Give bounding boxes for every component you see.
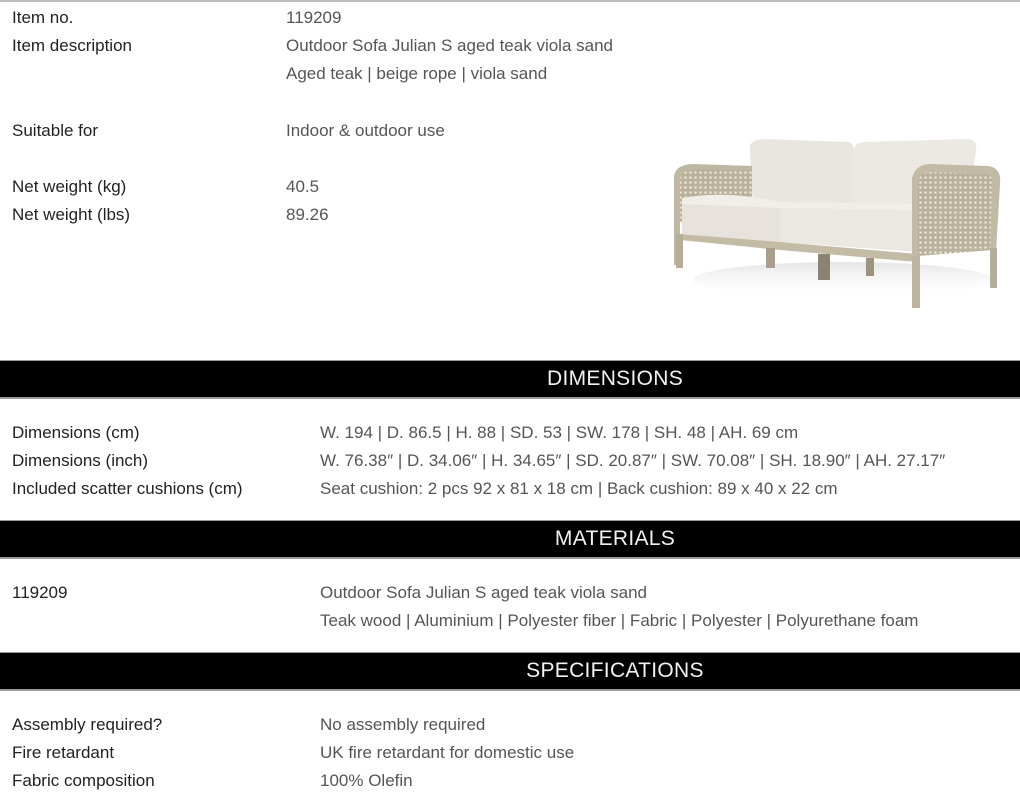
assembly-required-label: Assembly required? bbox=[12, 715, 163, 734]
fabric-composition-label: Fabric composition bbox=[12, 771, 155, 790]
scatter-cushions-value: Seat cushion: 2 pcs 92 x 81 x 18 cm | Back cushion: 89 x 40 x 22 cm bbox=[320, 479, 838, 498]
dimensions-header bbox=[0, 360, 1020, 399]
net-weight-kg-value: 40.5 bbox=[286, 177, 320, 196]
scatter-cushions-label: Included scatter cushions (cm) bbox=[12, 479, 243, 498]
net-weight-lbs-label: Net weight (lbs) bbox=[12, 205, 131, 224]
fire-retardant-value: UK fire retardant for domestic use bbox=[320, 743, 575, 762]
net-weight-lbs-value: 89.26 bbox=[286, 205, 329, 224]
dimensions-inch-value: W. 76.38″ | D. 34.06″ | H. 34.65″ | SD. 20.87″ | SW. 70.08″ | SH. 18.90″ | AH. 27.17″ bbox=[320, 451, 946, 470]
item-description-finish: Aged teak | beige rope | viola sand bbox=[286, 64, 548, 83]
item-no-label: Item no. bbox=[12, 8, 74, 27]
assembly-required-value: No assembly required bbox=[320, 715, 486, 734]
materials-item-description: Outdoor Sofa Julian S aged teak viola sand bbox=[320, 583, 647, 602]
net-weight-kg-label: Net weight (kg) bbox=[12, 177, 127, 196]
materials-title: MATERIALS bbox=[554, 527, 676, 550]
specifications-title: SPECIFICATIONS bbox=[526, 659, 704, 682]
suitable-for-value: Indoor & outdoor use bbox=[286, 121, 445, 140]
dimensions-title: DIMENSIONS bbox=[546, 367, 684, 390]
dimensions-cm-label: Dimensions (cm) bbox=[12, 423, 140, 442]
specifications-header bbox=[0, 652, 1020, 691]
item-description-value: Outdoor Sofa Julian S aged teak viola sand bbox=[286, 36, 613, 55]
materials-header bbox=[0, 520, 1020, 559]
dimensions-inch-label: Dimensions (inch) bbox=[12, 451, 149, 470]
product-image bbox=[668, 130, 1008, 315]
item-no-value: 119209 bbox=[286, 8, 342, 27]
dimensions-cm-value: W. 194 | D. 86.5 | H. 88 | SD. 53 | SW. 178 | SH. 48 | AH. 69 cm bbox=[320, 423, 799, 442]
suitable-for-label: Suitable for bbox=[12, 121, 98, 140]
materials-list: Teak wood | Aluminium | Polyester fiber | Fabric | Polyester | Polyurethane foam bbox=[320, 611, 919, 630]
fabric-composition-value: 100% Olefin bbox=[320, 771, 413, 790]
item-description-label: Item description bbox=[12, 36, 132, 55]
materials-item-no: 119209 bbox=[12, 583, 68, 602]
fire-retardant-label: Fire retardant bbox=[12, 743, 115, 762]
